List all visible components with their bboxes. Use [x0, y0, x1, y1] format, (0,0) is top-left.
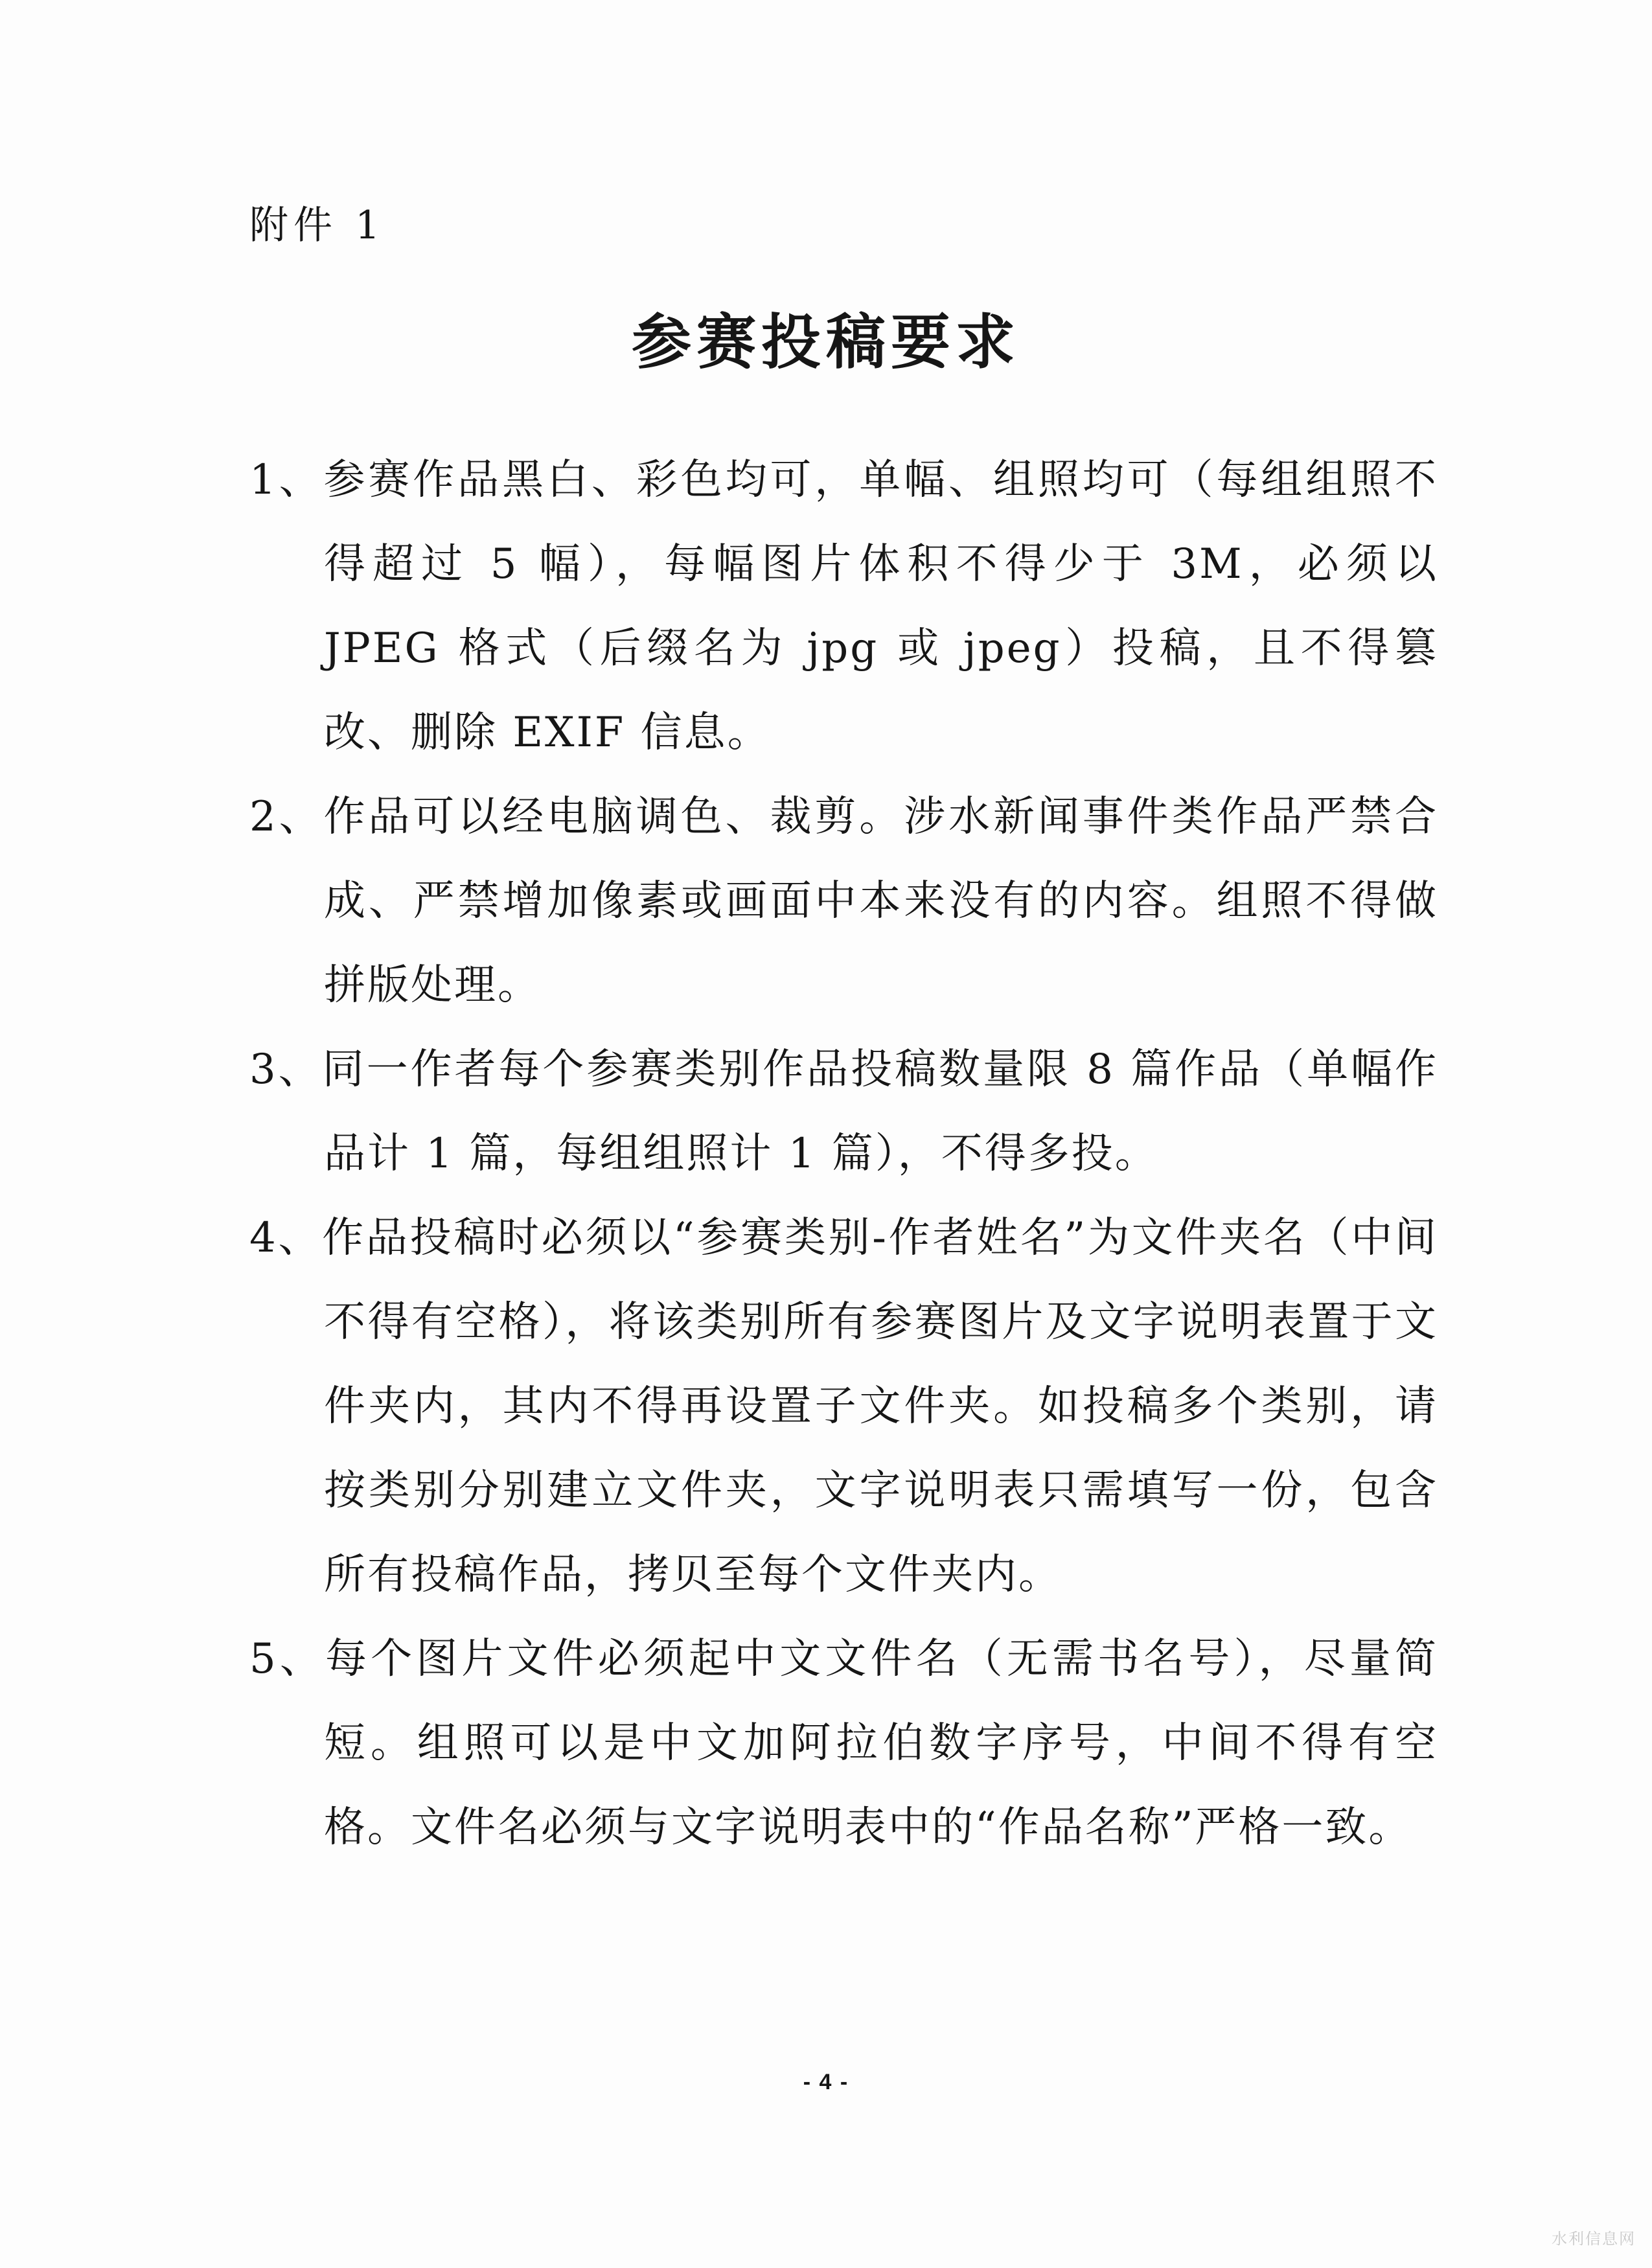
requirement-item-3: 3、同一作者每个参赛类别作品投稿数量限 8 篇作品（单幅作品计 1 篇，每组组照计 1 篇），不得多投。 [249, 1046, 1438, 1178]
requirement-item-1: 1、参赛作品黑白、彩色均可，单幅、组照均可（每组组照不得超过 5 幅），每幅图片体积不得少于 3M，必须以 JPEG 格式（后缀名为 jpg 或 jpeg）投稿，且不得篡改、删除 EXIF 信息。 [249, 456, 1438, 757]
requirement-item-4: 4、作品投稿时必须以“参赛类别-作者姓名”为文件夹名（中间不得有空格），将该类别所有参赛图片及文字说明表置于文件夹内，其内不得再设置子文件夹。如投稿多个类别，请按类别分别建立文件夹，文字说明表只需填写一份，包含所有投稿作品，拷贝至每个文件夹内。 [249, 1214, 1438, 1599]
requirement-item-5: 5、每个图片文件必须起中文文件名（无需书名号），尽量简短。组照可以是中文加阿拉伯数字序号，中间不得有空格。文件名必须与文字说明表中的“作品名称”严格一致。 [249, 1635, 1438, 1851]
watermark: 水利信息网 [1552, 2230, 1636, 2248]
attachment-label: 附件 1 [249, 203, 385, 248]
requirement-item-2: 2、作品可以经电脑调色、裁剪。涉水新闻事件类作品严禁合成、严禁增加像素或画面中本来没有的内容。组照不得做拼版处理。 [249, 793, 1438, 1009]
document-title: 参赛投稿要求 [631, 308, 1020, 377]
page-number: - 4 - [803, 2070, 849, 2094]
